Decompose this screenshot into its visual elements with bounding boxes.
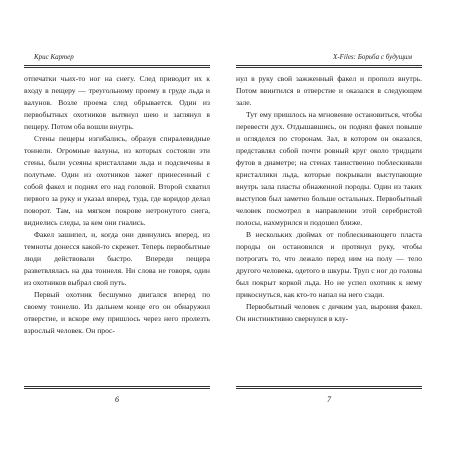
right-running-header: X-Files: Борьба с будущим bbox=[333, 53, 412, 61]
right-paragraph-4: Первобытный человек с дичким уал, вырония факел. Он инстинктивно свернулся в клу- bbox=[236, 302, 422, 323]
right-header-rule bbox=[236, 65, 422, 68]
right-footer-rule bbox=[236, 386, 422, 389]
left-footer-rule bbox=[24, 386, 210, 389]
right-page-number: 7 bbox=[327, 395, 331, 404]
left-paragraph-2: Стены пещеры изгибались, образуя спиралевидные тоннели. Огромные валуны, из которых состояли эти стены, были усеяны кристаллами льда и подсвечены в полутьме. Один из охотников зажег принесенный с собой факел и поднял его над головой. Второй схватил первого за руку и указал вперед, туда, где коридор делал поворот. Там, на мягком покрове нетронутого снега, виднелись следы, за кем они гнались. bbox=[24, 134, 210, 227]
right-paragraph-2: Тут ему пришлось на мгновение остановиться, чтобы перевести дух. Отдышавшись, он поднял факел повыше и огляделся по сторонам. Зал, в котором он оказался, представлял собой почти ровный круг около тридцати футов в диаметре; на стенах таинственно поблескивали кристаллики льда, которые покрывали выступающие внутрь зала пласты обнаженной породы. Один из таких выступов был заметно больше остальных. Первобытный человек посмотрел в направлении этой серебристой полосы, нахмурился и подошел ближе. bbox=[236, 110, 422, 227]
right-body-text bbox=[236, 73, 422, 385]
left-paragraph-3: Факел зашипел, и, когда они двинулись вперед, из темноты донесся какой-то скрежет. Теперь первобытные люди действовали быстро. Впереди пещера разветвлялась на два тоннеля. Ни слова не говоря, один из охотников выбрал свой путь. bbox=[24, 230, 210, 287]
right-paragraph-1: нул в руку свой зажженный факел и прополз внутрь. Потом ввинтился в отверстие и оказался в следующем зале. bbox=[236, 74, 422, 107]
left-page bbox=[24, 52, 210, 404]
left-body-text bbox=[24, 73, 210, 385]
left-paragraph-1: отпечатки чьих-то ног на снегу. След приводит их к входу в пещеру — треугольному проему в груде льда и валунов. Возле проема след обрывается. Один из первобытных охотников вытянул шею и заглянул в пещеру. Потом оба вошли внутрь. bbox=[24, 74, 210, 131]
left-header-rule bbox=[24, 65, 210, 68]
left-running-header: Крис Картер bbox=[34, 53, 74, 61]
left-paragraph-4: Первый охотник бесшумно двигался вперед по своему тоннелю. Из дальнем конце его он обнаружил отверстие, и вскоре ему пришлось через него пролезть взрослый человек. Он прос- bbox=[24, 290, 210, 335]
left-page-number: 6 bbox=[115, 395, 119, 404]
right-page bbox=[236, 52, 422, 404]
right-paragraph-3: В нескольких дюймах от поблескивающего пласта породы он остановился и протянул руку, чтобы потрогать то, что лежало перед ним на полу — тело другого человека, одетого в шкуры. Труп с ног до головы был покрыт коркой льда. Но не успел охотник к нему прикоснуться, как кто-то напал на него сзади. bbox=[236, 230, 422, 299]
